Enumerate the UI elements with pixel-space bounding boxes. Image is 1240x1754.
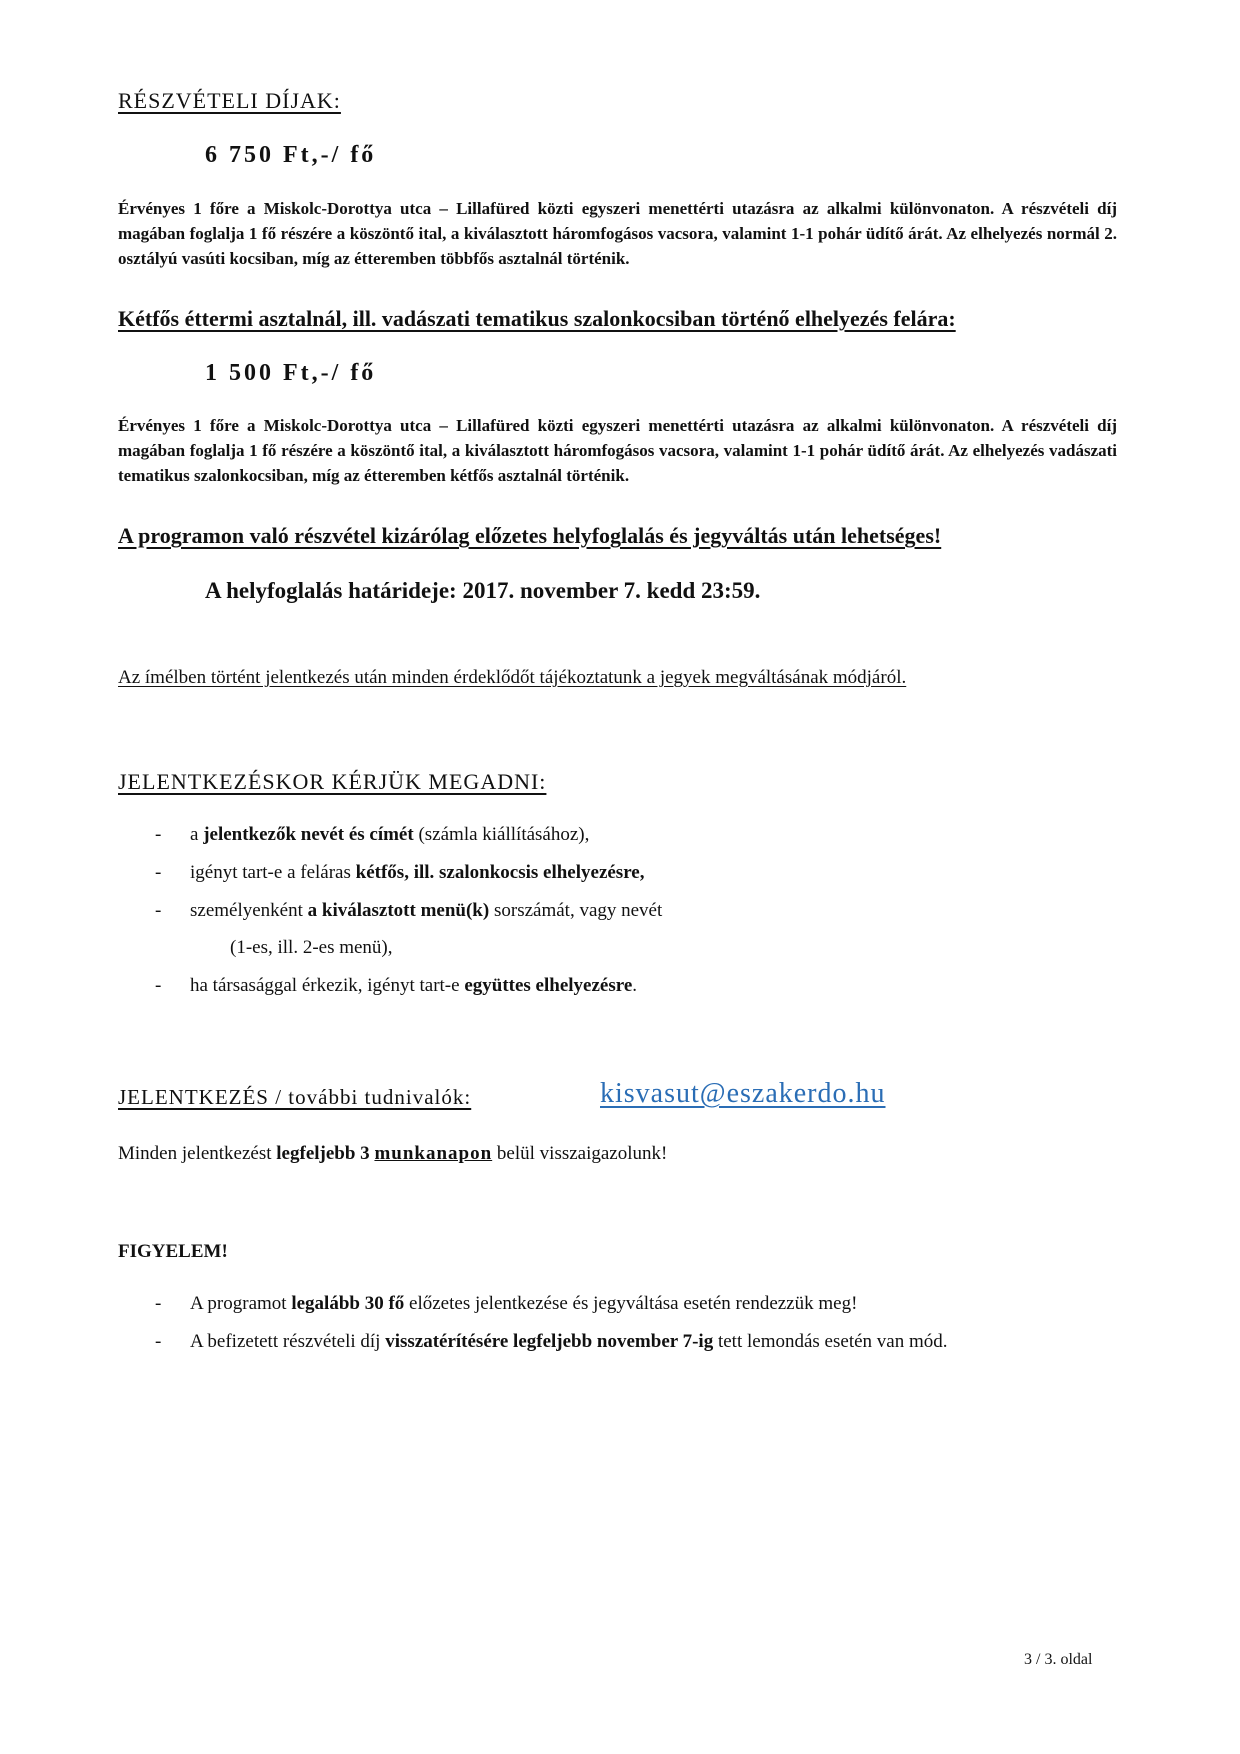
- fees-heading: RÉSZVÉTELI DÍJAK:: [118, 88, 341, 113]
- email-note: Az ímélben történt jelentkezés után minden érdeklődőt tájékoztatunk a jegyek megváltásának módjáról.: [118, 667, 907, 688]
- list-dash: -: [155, 862, 162, 883]
- list-item: - ha társasággal érkezik, igényt tart-e együttes elhelyezésre.: [155, 975, 638, 996]
- list-item: - igényt tart-e a feláras kétfős, ill. szalonkocsis elhelyezésre,: [155, 862, 645, 883]
- attention-heading: FIGYELEM!: [118, 1241, 228, 1262]
- list-dash: -: [155, 975, 162, 996]
- participation-heading: A programon való részvétel kizárólag előzetes helyfoglalás és jegyváltás után lehetséges!: [118, 523, 942, 548]
- price-supplement: 1 500 Ft,-/ fő: [205, 360, 377, 386]
- contact-email-link[interactable]: kisvasut@eszakerdo.hu: [600, 1078, 886, 1109]
- booking-deadline: A helyfoglalás határideje: 2017. november 7. kedd 23:59.: [205, 578, 761, 603]
- required-info-heading: JELENTKEZÉSKOR KÉRJÜK MEGADNI:: [118, 769, 547, 794]
- price-standard: 6 750 Ft,-/ fő: [205, 142, 377, 168]
- contact-heading: JELENTKEZÉS / további tudnivalók:: [118, 1085, 472, 1109]
- list-item: - a jelentkezők nevét és címét (számla kiállításához),: [155, 824, 590, 845]
- standard-description: Érvényes 1 főre a Miskolc-Dorottya utca – Lillafüred közti egyszeri menettérti utazásra az alkalmi különvonaton. A részvételi díj magában foglalja 1 fő részére a köszöntő ital, a kiválasztott háromfogásos vacsora, valamint 1-1 pohár üdítő árát. Az elhelyezés normál 2. osztályú vasúti kocsiban, míg az étteremben többfős asztalnál történik.: [118, 199, 1117, 268]
- list-item: - személyenként a kiválasztott menü(k) sorszámát, vagy nevét: [155, 900, 663, 921]
- page-number: 3 / 3. oldal: [1024, 1651, 1093, 1668]
- list-item: - A programot legalább 30 fő előzetes jelentkezése és jegyváltása esetén rendezzük meg!: [155, 1293, 858, 1314]
- supplement-description: Érvényes 1 főre a Miskolc-Dorottya utca – Lillafüred közti egyszeri menettérti utazásra az alkalmi különvonaton. A részvételi díj magában foglalja 1 fő részére a köszöntő ital, a kiválasztott háromfogásos vacsora, valamint 1-1 pohár üdítő árát. Az elhelyezés vadászati tematikus szalonkocsiban, míg az étteremben kétfős asztalnál történik.: [118, 416, 1117, 485]
- supplement-heading: Kétfős éttermi asztalnál, ill. vadászati tematikus szalonkocsiban történő elhelyezés felára:: [118, 306, 956, 331]
- confirmation-note: Minden jelentkezést legfeljebb 3 munkanapon belül visszaigazolunk!: [118, 1143, 668, 1164]
- list-dash: -: [155, 1331, 162, 1352]
- list-dash: -: [155, 1293, 162, 1314]
- list-dash: -: [155, 900, 162, 921]
- list-item-continuation: (1-es, ill. 2-es menü),: [230, 937, 393, 958]
- list-dash: -: [155, 824, 162, 845]
- list-item: - A befizetett részvételi díj visszatérítésére legfeljebb november 7-ig tett lemondás esetén van mód.: [155, 1331, 948, 1352]
